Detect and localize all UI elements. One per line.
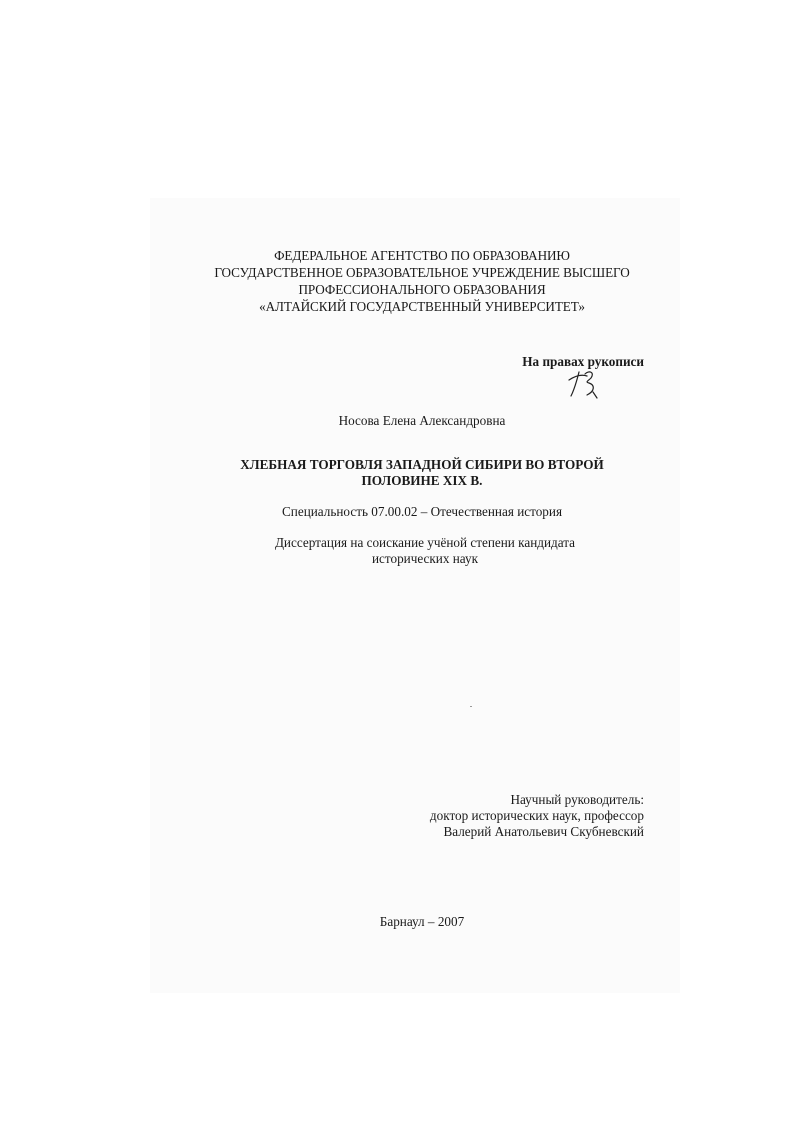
institution-header: [0, 247, 795, 315]
page-sheet: [150, 198, 680, 993]
header-line-institution: ГОСУДАРСТВЕННОЕ ОБРАЗОВАТЕЛЬНОЕ УЧРЕЖДЕНИЕ ВЫСШЕГО: [214, 265, 630, 280]
city-year: Барнаул – 2007: [379, 914, 465, 929]
header-line-university: «АЛТАЙСКИЙ ГОСУДАРСТВЕННЫЙ УНИВЕРСИТЕТ»: [259, 299, 585, 314]
supervisor-block: [430, 792, 644, 840]
author-signature: [565, 366, 605, 402]
degree-statement: [0, 535, 795, 567]
manuscript-rights-label: На правах рукописи: [522, 354, 644, 369]
title-line-1: ХЛЕБНАЯ ТОРГОВЛЯ ЗАПАДНОЙ СИБИРИ ВО ВТОРОЙ: [240, 457, 604, 472]
header-line-education: ПРОФЕССИОНАЛЬНОГО ОБРАЗОВАНИЯ: [298, 282, 546, 297]
degree-line-2: исторических наук: [371, 551, 478, 566]
supervisor-rank: доктор исторических наук, профессор: [429, 808, 644, 823]
header-line-agency: ФЕДЕРАЛЬНОЕ АГЕНТСТВО ПО ОБРАЗОВАНИЮ: [274, 248, 570, 263]
speciality-line: Специальность 07.00.02 – Отечественная история: [281, 504, 563, 519]
supervisor-name: Валерий Анатольевич Скубневский: [443, 824, 644, 839]
supervisor-label: Научный руководитель:: [510, 792, 644, 807]
author-name: Носова Елена Александровна: [338, 413, 506, 428]
dissertation-title: [0, 457, 795, 489]
scan-speck: [470, 706, 472, 707]
title-line-2: ПОЛОВИНЕ XIX В.: [361, 473, 483, 488]
degree-line-1: Диссертация на соискание учёной степени кандидата: [274, 535, 576, 550]
